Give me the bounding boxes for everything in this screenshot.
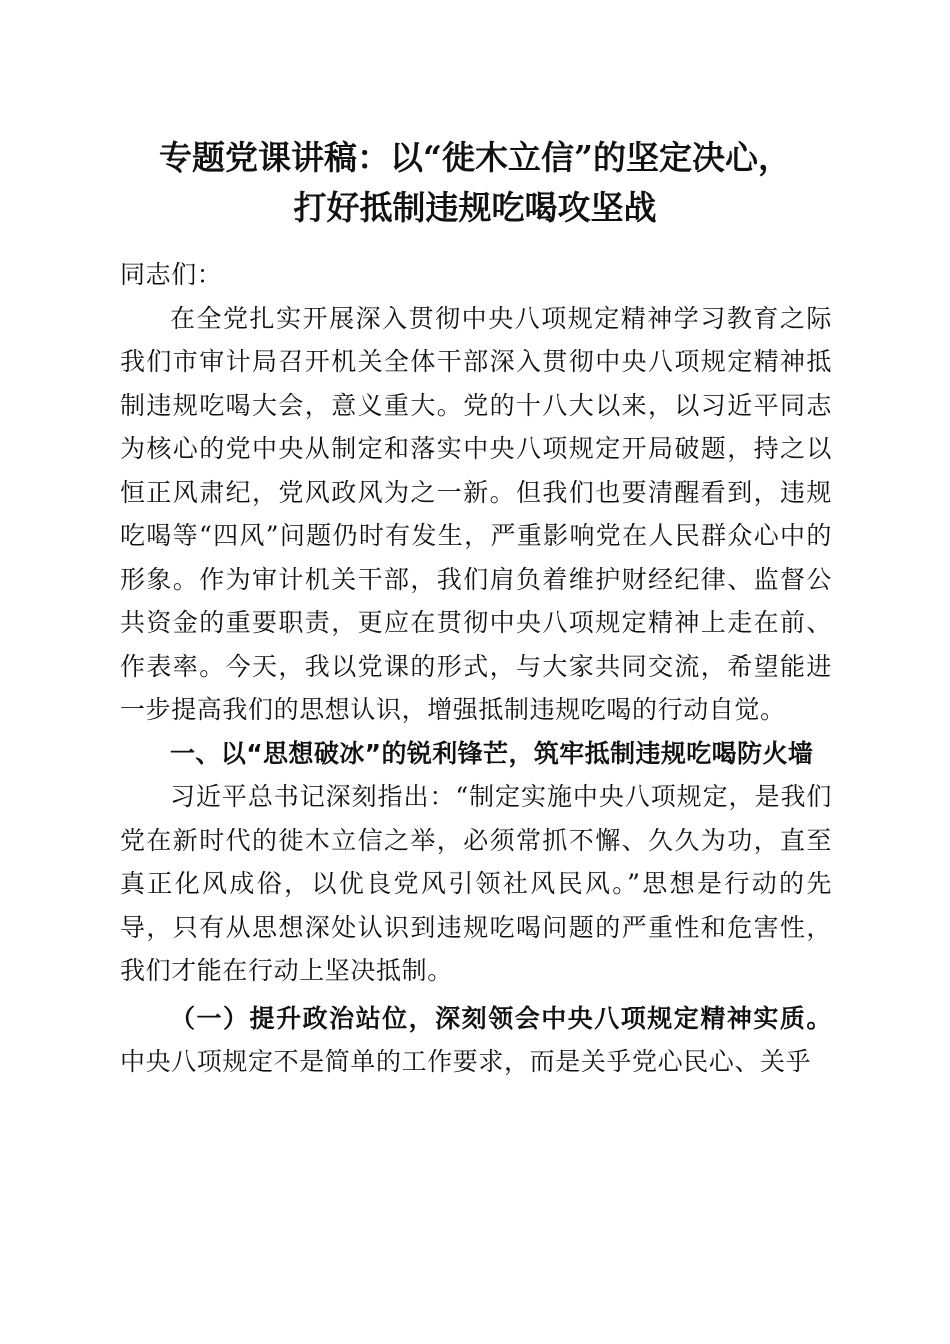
paragraph-subsection-1	[120, 997, 832, 1084]
document-title-line-2: 打好抵制违规吃喝攻坚战	[293, 188, 657, 227]
subsection-heading-1: （一）提升政治站位，深刻领会中央八项规定精神实质。	[170, 1003, 832, 1033]
document-body	[120, 253, 832, 1084]
section-heading-1: 一、以“思想破冰”的锐利锋芒，筑牢抵制违规吃喝防火墙	[170, 738, 814, 768]
subsection-text-1: 中央八项规定不是简单的工作要求，而是关乎党心民心、关乎	[120, 1047, 812, 1076]
paragraph-intro: 在全党扎实开展深入贯彻中央八项规定精神学习教育之际我们市审计局召开机关全体干部深入贯彻中央八项规定精神抵制违规吃喝大会，意义重大。党的十八大以来，以习近平同志为核心的党中央从制定和落实中央八项规定开局破题，持之以恒正风肃纪，党风政风为之一新。但我们也要清醒看到，违规吃喝等“四风”问题仍时有发生，严重影响党在人民群众心中的形象。作为审计机关干部，我们肩负着维护财经纪律、监督公共资金的重要职责，更应在贯彻中央八项规定精神上走在前、作表率。今天，我以党课的形式，与大家共同交流，希望能进一步提高我们的思想认识，增强抵制违规吃喝的行动自觉。	[120, 303, 832, 724]
paragraph-section-1: 习近平总书记深刻指出：“制定实施中央八项规定，是我们党在新时代的徙木立信之举，必须常抓不懈、久久为功，直至真正化风成俗，以优良党风引领社风民风。”思想是行动的先导，只有从思想深处认识到违规吃喝问题的严重性和危害性，我们才能在行动上坚决抵制。	[120, 782, 832, 985]
salutation: 同志们：	[120, 260, 223, 289]
document-title-line-1: 专题党课讲稿：以“徙木立信”的坚定决心，	[159, 138, 791, 177]
